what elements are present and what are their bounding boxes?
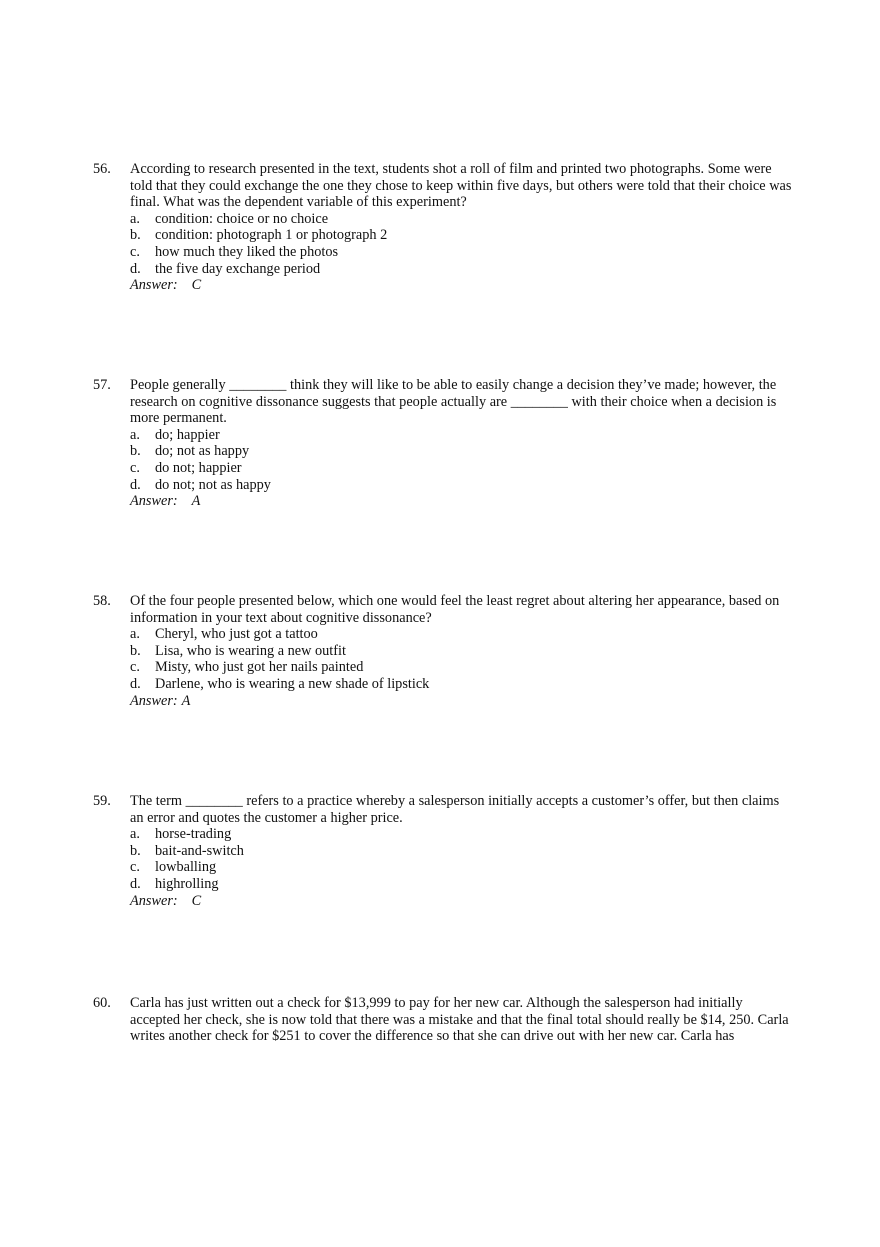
answer-options	[130, 211, 793, 277]
answer-options	[130, 427, 793, 493]
question-number: 58.	[93, 593, 111, 609]
option-b	[130, 443, 793, 460]
option-c	[130, 460, 793, 477]
option-d	[130, 876, 793, 893]
question-57	[93, 377, 793, 510]
option-letter: c.	[130, 243, 140, 260]
option-text: the five day exchange period	[155, 260, 321, 277]
answer-label: Answer:	[130, 493, 178, 510]
option-d	[130, 676, 793, 693]
option-letter: d.	[130, 260, 141, 277]
option-text: Darlene, who is wearing a new shade of lipstick	[155, 675, 430, 692]
question-number: 60.	[93, 995, 111, 1011]
answer-line	[130, 277, 793, 294]
option-letter: a.	[130, 626, 140, 643]
question-number: 59.	[93, 793, 111, 809]
question-59	[93, 793, 793, 909]
question-number: 57.	[93, 377, 111, 393]
answer-value: C	[191, 277, 202, 294]
answer-value: A	[191, 493, 201, 510]
option-text: lowballing	[155, 859, 217, 876]
question-text: According to research presented in the text, students shot a roll of film and printed two photographs. Some were told that they could exchange the one they chose to keep within five days, but others were told that their choice was final. What was the dependent variable of this experiment?	[130, 161, 792, 211]
option-letter: b.	[130, 642, 141, 659]
answer-label: Answer:	[130, 692, 178, 709]
question-text: People generally ________ think they will like to be able to easily change a decision they’ve made; however, the research on cognitive dissonance suggests that people actually are ________ with their choice when a decision is more permanent.	[130, 377, 777, 427]
option-a	[130, 826, 793, 843]
option-a	[130, 211, 793, 228]
option-letter: b.	[130, 443, 141, 460]
option-letter: b.	[130, 842, 141, 859]
answer-value: C	[191, 892, 202, 909]
option-letter: d.	[130, 476, 141, 493]
option-letter: c.	[130, 659, 140, 676]
option-text: do not; not as happy	[155, 476, 271, 493]
option-letter: d.	[130, 675, 141, 692]
option-b	[130, 227, 793, 244]
option-a	[130, 427, 793, 444]
option-text: condition: choice or no choice	[155, 210, 329, 227]
option-text: horse-trading	[155, 826, 232, 843]
option-letter: a.	[130, 210, 140, 227]
question-text: The term ________ refers to a practice whereby a salesperson initially accepts a customer’s offer, but then claims an error and quotes the customer a higher price.	[130, 793, 780, 826]
option-text: how much they liked the photos	[155, 243, 339, 260]
option-c	[130, 244, 793, 261]
option-text: do; happier	[155, 426, 220, 443]
option-text: do; not as happy	[155, 443, 250, 460]
option-text: do not; happier	[155, 459, 242, 476]
option-d	[130, 477, 793, 494]
option-text: Cheryl, who just got a tattoo	[155, 626, 318, 643]
option-b	[130, 843, 793, 860]
option-b	[130, 643, 793, 660]
question-text: Of the four people presented below, which one would feel the least regret about altering her appearance, based on information in your text about cognitive dissonance?	[130, 593, 780, 626]
option-text: condition: photograph 1 or photograph 2	[155, 227, 388, 244]
option-letter: a.	[130, 826, 140, 843]
question-text: Carla has just written out a check for $13,999 to pay for her new car. Although the salesperson had initially accepted her check, she is now told that there was a mistake and that the final total should really be $14, 250. Carla writes another check for $251 to cover the difference so that she can drive out with her new car. Carla has	[130, 995, 789, 1045]
option-letter: d.	[130, 875, 141, 892]
option-text: bait-and-switch	[155, 842, 244, 859]
option-letter: a.	[130, 426, 140, 443]
answer-line	[130, 893, 793, 910]
option-text: Misty, who just got her nails painted	[155, 659, 364, 676]
option-a	[130, 626, 793, 643]
answer-label: Answer:	[130, 277, 178, 294]
question-58	[93, 593, 793, 709]
answer-line	[130, 493, 793, 510]
option-d	[130, 261, 793, 278]
answer-line	[130, 693, 793, 710]
option-letter: b.	[130, 227, 141, 244]
option-c	[130, 859, 793, 876]
question-number: 56.	[93, 161, 111, 177]
option-text: highrolling	[155, 875, 219, 892]
question-60	[93, 995, 793, 1045]
option-letter: c.	[130, 459, 140, 476]
answer-options	[130, 826, 793, 892]
option-text: Lisa, who is wearing a new outfit	[155, 642, 346, 659]
answer-options	[130, 626, 793, 692]
answer-value: A	[181, 692, 191, 709]
option-c	[130, 659, 793, 676]
option-letter: c.	[130, 859, 140, 876]
answer-label: Answer:	[130, 892, 178, 909]
question-56	[93, 161, 793, 294]
